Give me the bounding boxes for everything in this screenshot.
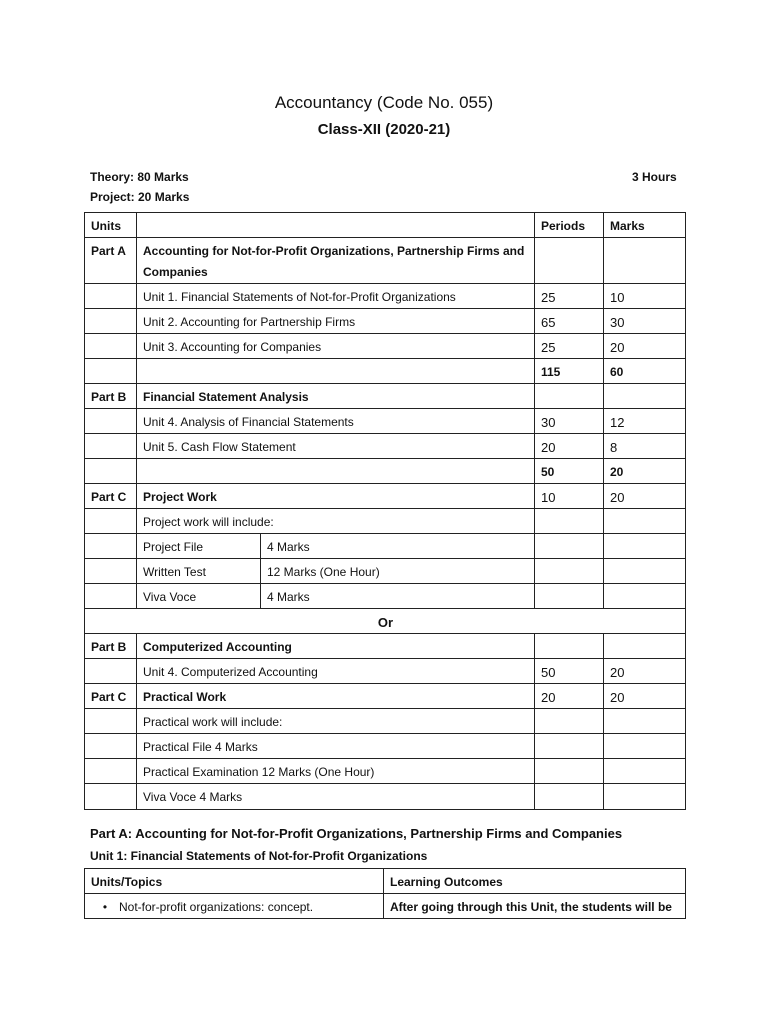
practical-item: Practical Examination 12 Marks (One Hour) xyxy=(137,759,535,784)
part-title: Practical Work xyxy=(137,684,535,709)
topic-cell xyxy=(85,894,384,919)
unit-topic: Unit 3. Accounting for Companies xyxy=(137,334,535,359)
part-title: Accounting for Not-for-Profit Organizations, Partnership Firms and Companies xyxy=(137,238,535,284)
unit-marks: 8 xyxy=(604,434,686,459)
table-row xyxy=(85,509,686,534)
part-c-row xyxy=(85,484,686,509)
unit-marks: 12 xyxy=(604,409,686,434)
table-header-row xyxy=(85,213,686,238)
part-periods: 10 xyxy=(535,484,604,509)
table-row xyxy=(85,659,686,684)
document-subtitle: Class-XII (2020-21) xyxy=(317,121,451,138)
document-title: Accountancy (Code No. 055) xyxy=(274,93,494,112)
item-marks: 12 Marks (One Hour) xyxy=(261,559,535,584)
outcome-text: After going through this Unit, the students will be xyxy=(384,894,686,919)
table-row xyxy=(85,894,686,919)
table-row xyxy=(85,784,686,810)
table-row xyxy=(85,559,686,584)
part-title: Financial Statement Analysis xyxy=(137,384,535,409)
bullet-icon: • xyxy=(102,900,108,914)
part-title: Computerized Accounting xyxy=(137,634,535,659)
table-row xyxy=(85,584,686,609)
duration: 3 Hours xyxy=(632,170,677,184)
unit-periods: 65 xyxy=(535,309,604,334)
part-label: Part C xyxy=(85,484,137,509)
unit-topic: Unit 5. Cash Flow Statement xyxy=(137,434,535,459)
table-row xyxy=(85,284,686,309)
practical-item: Viva Voce 4 Marks xyxy=(137,784,535,810)
subtotal-row xyxy=(85,359,686,384)
unit-periods: 25 xyxy=(535,284,604,309)
unit-topic: Unit 1. Financial Statements of Not-for-Profit Organizations xyxy=(137,284,535,309)
part-label: Part B xyxy=(85,634,137,659)
syllabus-table xyxy=(84,212,686,810)
subtotal-marks: 60 xyxy=(604,359,686,384)
subtotal-marks: 20 xyxy=(604,459,686,484)
part-b-row xyxy=(85,384,686,409)
unit-marks: 20 xyxy=(604,659,686,684)
header-units: Units xyxy=(85,213,137,238)
section-heading: Part A: Accounting for Not-for-Profit Organizations, Partnership Firms and Companies xyxy=(90,826,623,841)
outcomes-header-row xyxy=(85,869,686,894)
unit-periods: 50 xyxy=(535,659,604,684)
unit-marks: 10 xyxy=(604,284,686,309)
topic-text: Not-for-profit organizations: concept. xyxy=(119,900,314,914)
item-name: Project File xyxy=(137,534,261,559)
project-marks: Project: 20 Marks xyxy=(90,190,190,204)
unit-topic: Unit 4. Computerized Accounting xyxy=(137,659,535,684)
table-row xyxy=(85,309,686,334)
unit-periods: 20 xyxy=(535,434,604,459)
learning-outcomes-table xyxy=(84,868,686,919)
table-row xyxy=(85,434,686,459)
theory-marks: Theory: 80 Marks xyxy=(90,170,189,184)
part-b-alt-row xyxy=(85,634,686,659)
col-units-topics: Units/Topics xyxy=(85,869,384,894)
header-periods: Periods xyxy=(535,213,604,238)
part-c-alt-row xyxy=(85,684,686,709)
or-divider: Or xyxy=(85,609,686,634)
item-name: Written Test xyxy=(137,559,261,584)
table-row xyxy=(85,709,686,734)
subtotal-periods: 115 xyxy=(535,359,604,384)
col-learning-outcomes: Learning Outcomes xyxy=(384,869,686,894)
table-row xyxy=(85,534,686,559)
subtotal-row xyxy=(85,459,686,484)
or-row xyxy=(85,609,686,634)
item-marks: 4 Marks xyxy=(261,534,535,559)
include-note: Project work will include: xyxy=(137,509,535,534)
unit-topic: Unit 4. Analysis of Financial Statements xyxy=(137,409,535,434)
subtotal-periods: 50 xyxy=(535,459,604,484)
part-title: Project Work xyxy=(137,484,535,509)
unit-marks: 20 xyxy=(604,334,686,359)
include-note: Practical work will include: xyxy=(137,709,535,734)
unit-topic: Unit 2. Accounting for Partnership Firms xyxy=(137,309,535,334)
table-row xyxy=(85,409,686,434)
unit-periods: 30 xyxy=(535,409,604,434)
unit-periods: 25 xyxy=(535,334,604,359)
part-marks: 20 xyxy=(604,484,686,509)
practical-item: Practical File 4 Marks xyxy=(137,734,535,759)
table-row xyxy=(85,759,686,784)
item-name: Viva Voce xyxy=(137,584,261,609)
part-a-row xyxy=(85,238,686,284)
table-row xyxy=(85,334,686,359)
part-label: Part B xyxy=(85,384,137,409)
part-label: Part C xyxy=(85,684,137,709)
item-marks: 4 Marks xyxy=(261,584,535,609)
unit-heading: Unit 1: Financial Statements of Not-for-Profit Organizations xyxy=(90,849,428,863)
part-marks: 20 xyxy=(604,684,686,709)
part-periods: 20 xyxy=(535,684,604,709)
header-marks: Marks xyxy=(604,213,686,238)
table-row xyxy=(85,734,686,759)
unit-marks: 30 xyxy=(604,309,686,334)
part-label: Part A xyxy=(85,238,137,284)
